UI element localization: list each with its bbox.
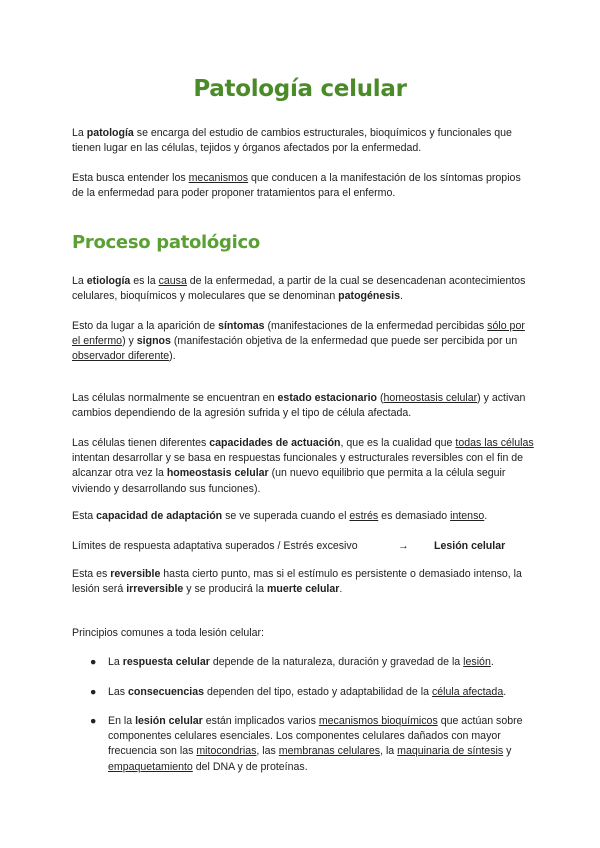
etiologia-paragraph: La etiología es la causa de la enfermedad, a partir de la cual se desencadenan acontecimientos celulares, bioquímicos y moleculares que se denominan patogénesis. [72, 275, 526, 303]
principios-label: Principios comunes a toda lesión celular: [72, 627, 264, 639]
limites-left-text: Límites de respuesta adaptativa superados / Estrés excesivo [72, 540, 358, 552]
limites-right-text: Lesión celular [434, 540, 506, 552]
section-title: Proceso patológico [72, 232, 260, 253]
intro-paragraph-1: La patología se encarga del estudio de cambios estructurales, bioquímicos y funcionales que tienen lugar en las células, tejidos y órganos afectados por la enfermedad. [72, 127, 512, 155]
list-item-text: Las consecuencias dependen del tipo, estado y adaptabilidad de la célula afectada. [108, 686, 507, 698]
estacionario-paragraph: Las células normalmente se encuentran en estado estacionario (homeostasis celular) y activan cambios dependiendo de la agresión sufrida y el tipo de célula afectada. [72, 392, 526, 420]
reversible-paragraph: Esta es reversible hasta cierto punto, mas si el estímulo es persistente o demasiado intenso, la lesión será irreversible y se producirá la muerte celular. [72, 568, 522, 596]
bullet-icon: ● [90, 656, 97, 668]
capacidades-paragraph: Las células tienen diferentes capacidades de actuación, que es la cualidad que todas las células intentan desarrollar y se basa en respuestas funcionales y estructurales reversibles con el fin de alcanzar otra vez la homeostasis celular (un nuevo equilibrio que permita a la célula seguir viviendo y desarrollando sus funciones). [72, 437, 534, 495]
arrow-icon: → [398, 540, 409, 552]
bullet-icon: ● [90, 715, 97, 727]
list-item-text: La respuesta celular depende de la naturaleza, duración y gravedad de la lesión. [108, 656, 494, 668]
bullet-icon: ● [90, 686, 97, 698]
adaptacion-paragraph: Esta capacidad de adaptación se ve superada cuando el estrés es demasiado intenso. [72, 510, 488, 522]
intro-paragraph-2: Esta busca entender los mecanismos que conducen a la manifestación de los síntomas propios de la enfermedad para poder proponer tratamientos para el enfermo. [72, 172, 521, 200]
page-title: Patología celular [193, 76, 407, 102]
sintomas-paragraph: Esto da lugar a la aparición de síntomas (manifestaciones de la enfermedad percibidas sólo por el enfermo) y signos (manifestación objetiva de la enfermedad que puede ser percibida por un observador diferente). [72, 320, 525, 363]
list-item-text: En la lesión celular están implicados varios mecanismos bioquímicos que actúan sobre componentes celulares esenciales. Los componentes celulares dañados con mayor frecuencia son las mitocondrias, las membranas celulares, la maquinaria de síntesis y empaquetamiento del DNA y de proteínas. [108, 715, 523, 773]
